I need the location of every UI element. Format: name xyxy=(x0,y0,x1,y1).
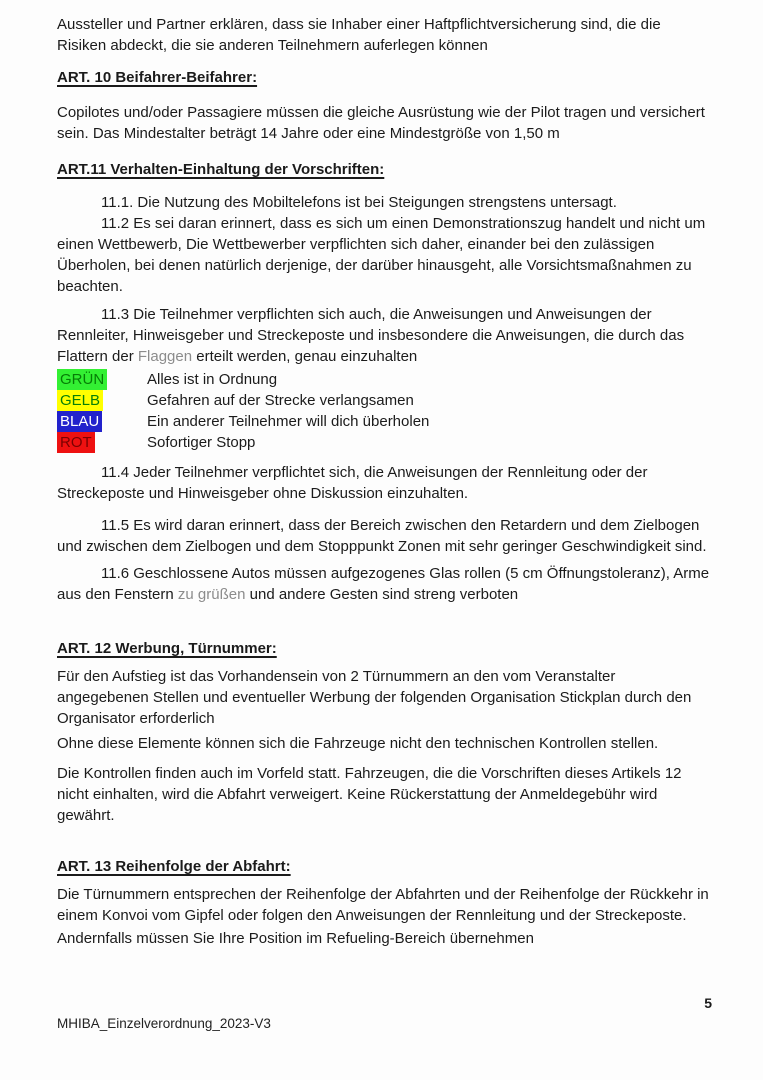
art11-heading: ART.11 Verhalten-Einhaltung der Vorschriften: xyxy=(57,161,385,178)
flag-chip-blau: BLAU xyxy=(57,411,102,432)
paragraph-11-2: 11.2 Es sei daran erinnert, dass es sich um einen Demonstrationszug handelt und nicht um einen Wettbewerb, Die Wettbewerber verpflichten sich daher, einander bei den zulässigen Überholen, bei denen natürlich derjenige, der darüber hinausgeht, alle Vorsichtsmaßnahmen zu beachten. xyxy=(57,215,706,295)
flag-row-yellow xyxy=(57,390,710,411)
flag-row-blue xyxy=(57,411,710,432)
flag-row-red xyxy=(57,432,710,453)
paragraph-11-6 xyxy=(57,563,710,605)
intro-paragraph: Aussteller und Partner erklären, dass sie Inhaber einer Haftpflichtversicherung sind, die die Risiken abdeckt, die sie anderen Teilnehmern auferlegen können xyxy=(57,16,661,54)
paragraph-11-5: 11.5 Es wird daran erinnert, dass der Bereich zwischen den Retardern und dem Zielbogen und zwischen dem Zielbogen und dem Stopppunkt Zonen mit sehr geringer Geschwindigkeit sind. xyxy=(57,517,707,555)
flag-description: Alles ist in Ordnung xyxy=(147,371,278,388)
art13-heading: ART. 13 Reihenfolge der Abfahrt: xyxy=(57,858,291,875)
flag-description: Ein anderer Teilnehmer will dich überholen xyxy=(147,413,430,430)
document-id-footer: MHIBA_Einzelverordnung_2023-V3 xyxy=(57,1016,271,1031)
flag-row-green xyxy=(57,369,710,390)
text-run-gray: Flaggen xyxy=(137,348,193,365)
flag-description: Gefahren auf der Strecke verlangsamen xyxy=(147,392,414,409)
art12-paragraph-3: Die Kontrollen finden auch im Vorfeld statt. Fahrzeugen, die die Vorschriften dieses Artikels 12 nicht einhalten, wird die Abfahrt verweigert. Keine Rückerstattung der Anmeldegebühr wird gewährt. xyxy=(57,765,682,824)
paragraph-11-4: 11.4 Jeder Teilnehmer verpflichtet sich, die Anweisungen der Rennleitung oder der Streckeposte und Hinweisgeber ohne Diskussion einzuhalten. xyxy=(57,464,648,502)
flag-chip-gelb: GELB xyxy=(57,390,103,411)
art13-paragraph-2: Andernfalls müssen Sie Ihre Position im Refueling-Bereich übernehmen xyxy=(57,930,534,947)
art10-heading: ART. 10 Beifahrer-Beifahrer: xyxy=(57,69,258,86)
text-run-gray: zu grüßen xyxy=(177,586,246,603)
flag-chip-cell xyxy=(57,432,147,453)
flag-chip-rot: ROT xyxy=(57,432,95,453)
art12-heading: ART. 12 Werbung, Türnummer: xyxy=(57,640,277,657)
flag-chip-cell xyxy=(57,390,147,411)
page-number: 5 xyxy=(704,995,712,1011)
flag-description: Sofortiger Stopp xyxy=(147,434,256,451)
paragraph-11-1: 11.1. Die Nutzung des Mobiltelefons ist bei Steigungen strengstens untersagt. xyxy=(101,194,617,211)
art13-paragraph-1: Die Türnummern entsprechen der Reihenfolge der Abfahrten und der Reihenfolge der Rückkehr in einem Konvoi vom Gipfel oder folgen den Anweisungen der Rennleitung und der Streckeposte. xyxy=(57,886,709,924)
art12-paragraph-1: Für den Aufstieg ist das Vorhandensein von 2 Türnummern an den vom Veranstalter angegebenen Stellen und eventueller Werbung der folgenden Organisation Stickplan durch den Organisator erforderlich xyxy=(57,668,692,727)
paragraph-11-3 xyxy=(57,304,710,367)
flag-chip-gruen: GRÜN xyxy=(57,369,107,390)
art12-paragraph-2: Ohne diese Elemente können sich die Fahrzeuge nicht den technischen Kontrollen stellen. xyxy=(57,735,659,752)
flag-chip-cell xyxy=(57,411,147,432)
text-run: 11.3 Die Teilnehmer verpflichten sich auch, die Anweisungen und Anweisungen der Rennleiter, Hinweisgeber und Streckeposte und insbesondere die Anweisungen, die durch das Flattern der xyxy=(57,306,685,365)
art10-paragraph: Copilotes und/oder Passagiere müssen die gleiche Ausrüstung wie der Pilot tragen und versichert sein. Das Mindestalter beträgt 14 Jahre oder eine Mindestgröße von 1,50 m xyxy=(57,104,705,142)
flag-chip-cell xyxy=(57,369,147,390)
text-run: 11.6 Geschlossene Autos müssen aufgezogenes Glas rollen (5 cm Öffnungstoleranz), Arme aus den Fenstern xyxy=(57,565,710,603)
text-run: und andere Gesten sind streng verboten xyxy=(245,586,519,603)
flag-legend xyxy=(57,369,710,453)
text-run: erteilt werden, genau einzuhalten xyxy=(192,348,418,365)
